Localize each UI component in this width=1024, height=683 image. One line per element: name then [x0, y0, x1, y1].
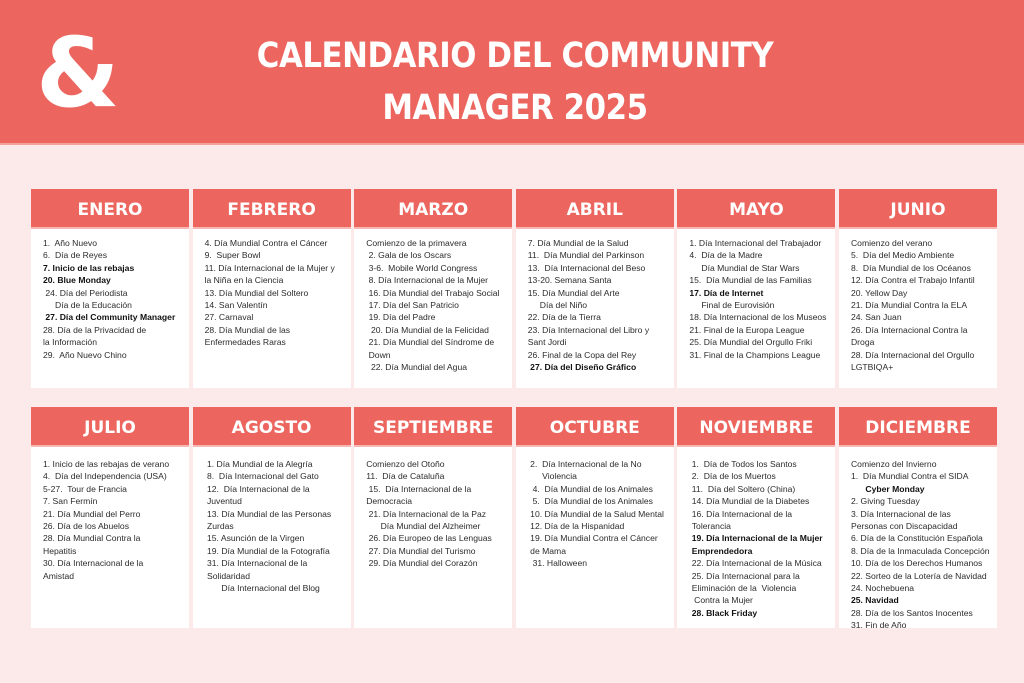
event-item: 6. Día de la Constitución Española [850, 533, 983, 544]
month-header: MARZO [354, 189, 512, 229]
event-item: de Mama [527, 545, 566, 556]
event-item: Tolerancia [689, 521, 731, 532]
month-card-enero [31, 189, 189, 388]
event-item: Personas con Discapacidad [850, 521, 958, 532]
event-item: 1. Día de Todos los Santos [689, 459, 797, 469]
month-header: DICIEMBRE [839, 407, 997, 447]
event-item: 12. Día Contra el Trabajo Infantil [850, 275, 975, 286]
calendar-row-1 [31, 189, 997, 388]
event-item: 26. Final de la Copa del Rey [527, 349, 637, 360]
event-item: 22. Día de la Tierra [527, 312, 601, 323]
event-item: 28. Día Mundial de las [204, 324, 291, 335]
event-item: 8. Día Internacional del Gato [204, 471, 319, 482]
event-item-highlighted: 20. Blue Monday [43, 275, 111, 286]
event-item: la Información [43, 337, 97, 348]
event-item: 11. Día de Cataluña [366, 471, 445, 482]
event-item-highlighted: Emprendedora [689, 545, 753, 556]
event-item: 16. Día Internacional de la [689, 508, 793, 519]
event-item: 1. Día Internacional del Trabajador [689, 238, 822, 248]
event-item-highlighted: 27. Día del Community Manager [43, 312, 176, 323]
month-card-septiembre [354, 407, 512, 628]
month-event-list [839, 229, 997, 388]
event-item: 7. Día Mundial de la Salud [527, 238, 629, 248]
event-item: 3. Día Internacional de las [850, 508, 951, 519]
event-item: Comienzo del Invierno [850, 459, 937, 469]
event-item: 9. Super Bowl [204, 250, 261, 261]
event-item: 29. Día Mundial del Corazón [366, 558, 478, 569]
event-item: Día Mundial de Star Wars [701, 262, 800, 273]
event-item: 22. Día Mundial del Agua [366, 362, 467, 373]
event-item: 15. Día Mundial del Arte [527, 287, 620, 298]
event-item: 25. Día Mundial del Orgullo Friki [689, 337, 813, 348]
event-item: 21. Día Mundial del Síndrome de [366, 337, 495, 348]
event-item: Eliminación de la Violencia [689, 583, 797, 594]
event-item: 27. Carnaval [204, 312, 254, 323]
event-item: Día Mundial del Alzheimer [378, 521, 481, 532]
event-item: 1. Inicio de las rebajas de verano [43, 459, 170, 469]
event-item: 2. Día Internacional de la No [527, 459, 642, 469]
event-item: 1. Día Mundial de la Alegría [204, 459, 313, 469]
event-item: Solidaridad [204, 570, 250, 581]
month-event-list [193, 229, 351, 388]
event-item: 7. San Fermín [43, 496, 98, 507]
event-item: 31. Fin de Año [850, 620, 907, 631]
month-card-julio [31, 407, 189, 628]
month-header: OCTUBRE [516, 407, 674, 447]
event-item: 11. Día del Soltero (China) [689, 483, 796, 494]
event-item: Día Internacional del Blog [216, 583, 320, 594]
month-header: AGOSTO [193, 407, 351, 447]
event-item: 24. Nochebuena [850, 583, 915, 594]
event-item: 21. Final de la Europa League [689, 324, 805, 335]
event-item: Comienzo de la primavera [366, 238, 467, 248]
month-header: ENERO [31, 189, 189, 229]
event-item: Violencia [539, 471, 577, 482]
event-item: 18. Día Internacional de los Museos [689, 312, 827, 323]
event-item: 8. Día de la Inmaculada Concepción [850, 545, 990, 556]
event-item: 13. Día Mundial del Soltero [204, 287, 309, 298]
event-item: Día de la Educación [55, 300, 132, 311]
event-item: 28. Día Internacional del Orgullo [850, 349, 975, 360]
month-event-list [31, 229, 189, 388]
event-item: Día del Niño [539, 300, 588, 311]
event-item: 19. Día Mundial Contra el Cáncer [527, 533, 658, 544]
month-header: JUNIO [839, 189, 997, 229]
event-item: 13. Día Internacional del Beso [527, 262, 646, 273]
month-header: SEPTIEMBRE [354, 407, 512, 447]
event-item: 4. Día Mundial Contra el Cáncer [204, 238, 328, 248]
event-item: Down [366, 349, 391, 360]
event-item-highlighted: 19. Día Internacional de la Mujer [689, 533, 823, 544]
event-item: 14. San Valentín [204, 300, 268, 311]
event-item: 21. Día Mundial del Perro [43, 508, 141, 519]
event-item: 21. Día Internacional de la Paz [366, 508, 487, 519]
event-item: 30. Día Internacional de la [43, 558, 144, 569]
event-item: 19. Día Mundial de la Fotografía [204, 545, 330, 556]
event-item: 23. Día Internacional del Libro y [527, 324, 650, 335]
event-item: 8. Día Internacional de la Mujer [366, 275, 489, 286]
event-item: la Niña en la Ciencia [204, 275, 284, 286]
month-event-list [839, 447, 997, 631]
event-item: 2. Día de los Muertos [689, 471, 776, 482]
event-item: 26. Día Europeo de las Lenguas [366, 533, 492, 544]
event-item-highlighted: Cyber Monday [862, 483, 925, 494]
month-card-mayo [677, 189, 835, 388]
event-item: Zurdas [204, 521, 234, 532]
event-item: 16. Día Mundial del Trabajo Social [366, 287, 500, 298]
event-item: 22. Día Internacional de la Música [689, 558, 822, 569]
event-item: 15. Día Mundial de las Familias [689, 275, 812, 286]
month-card-noviembre [677, 407, 835, 628]
month-card-diciembre [839, 407, 997, 631]
month-event-list [354, 229, 512, 388]
event-item: 5-27. Tour de Francia [43, 483, 127, 494]
event-item: 10. Día Mundial de la Salud Mental [527, 508, 664, 519]
month-event-list [516, 447, 674, 628]
event-item: 13-20. Semana Santa [527, 275, 612, 286]
event-item: 13. Día Mundial de las Personas [204, 508, 332, 519]
event-item: 14. Día Mundial de la Diabetes [689, 496, 810, 507]
event-item: 1. Año Nuevo [43, 238, 97, 248]
month-event-list [31, 447, 189, 628]
event-item: LGTBIQA+ [850, 362, 894, 373]
event-item: 15. Asunción de la Virgen [204, 533, 305, 544]
event-item: 21. Día Mundial Contra la ELA [850, 300, 968, 311]
event-item: 4. Día del Independencia (USA) [43, 471, 167, 482]
month-card-junio [839, 189, 997, 388]
event-item: 5. Día del Medio Ambiente [850, 250, 955, 261]
event-item: 28. Día de la Privacidad de [43, 324, 147, 335]
event-item: Droga [850, 337, 875, 348]
event-item: 31. Final de la Champions League [689, 349, 821, 360]
event-item: 12. Día de la Hispanidad [527, 521, 625, 532]
event-item: 26. Día de los Abuelos [43, 521, 129, 532]
event-item: 2. Giving Tuesday [850, 496, 920, 507]
event-item: Juventud [204, 496, 242, 507]
event-item: 29. Año Nuevo Chino [43, 349, 127, 360]
event-item-highlighted: 27. Día del Diseño Gráfico [527, 362, 637, 373]
event-item: Sant Jordi [527, 337, 567, 348]
event-item: 17. Día del San Patricio [366, 300, 459, 311]
event-item: Democracia [366, 496, 413, 507]
month-event-list [193, 447, 351, 628]
month-event-list [516, 229, 674, 388]
month-event-list [677, 447, 835, 628]
event-item: Comienzo del Otoño [366, 459, 445, 469]
event-item: 24. Día del Periodista [43, 287, 128, 298]
event-item: Enfermedades Raras [204, 337, 286, 348]
month-card-marzo [354, 189, 512, 388]
event-item: 6. Día de Reyes [43, 250, 108, 261]
event-item: Amistad [43, 570, 75, 581]
month-event-list [354, 447, 512, 628]
event-item: 5. Día Mundial de los Animales [527, 496, 653, 507]
event-item-highlighted: 25. Navidad [850, 595, 899, 606]
event-item: 24. San Juan [850, 312, 902, 323]
event-item: Hepatitis [43, 545, 77, 556]
event-item: 28. Día de los Santos Inocentes [850, 607, 973, 618]
month-header: FEBRERO [193, 189, 351, 229]
month-card-agosto [193, 407, 351, 628]
event-item: 25. Día Internacional para la [689, 570, 800, 581]
event-item: Contra la Mujer [689, 595, 753, 606]
month-header: MAYO [677, 189, 835, 229]
page-title: CALENDARIO DEL COMMUNITY MANAGER 2025 [256, 36, 774, 128]
event-item: 12. Día Internacional de la [204, 483, 310, 494]
event-item: 22. Sorteo de la Lotería de Navidad [850, 570, 987, 581]
event-item: Comienzo del verano [850, 238, 933, 248]
event-item: 2. Gala de los Oscars [366, 250, 452, 261]
event-item: 31. Día Internacional de la [204, 558, 308, 569]
event-item: 20. Yellow Day [850, 287, 908, 298]
event-item: 11. Día Internacional de la Mujer y [204, 262, 335, 273]
event-item: 20. Día Mundial de la Felicidad [366, 324, 489, 335]
event-item: 4. Día Mundial de los Animales [527, 483, 653, 494]
event-item: 10. Día de los Derechos Humanos [850, 558, 983, 569]
event-item-highlighted: 28. Black Friday [689, 607, 758, 618]
event-item: Final de Eurovisión [701, 300, 775, 311]
month-header: JULIO [31, 407, 189, 447]
month-header: NOVIEMBRE [677, 407, 835, 447]
event-item: 19. Día del Padre [366, 312, 436, 323]
event-item: 11. Día Mundial del Parkinson [527, 250, 645, 261]
calendar-row-2 [31, 407, 997, 631]
event-item: 28. Día Mundial Contra la [43, 533, 141, 544]
event-item: 4. Día de la Madre [689, 250, 763, 261]
event-item: 26. Día Internacional Contra la [850, 324, 968, 335]
month-card-octubre [516, 407, 674, 628]
event-item-highlighted: 7. Inicio de las rebajas [43, 262, 135, 273]
ampersand-logo-icon: & [36, 17, 120, 129]
event-item: 3-6. Mobile World Congress [366, 262, 478, 273]
month-event-list [677, 229, 835, 388]
month-header: ABRIL [516, 189, 674, 229]
event-item: 15. Día Internacional de la [366, 483, 472, 494]
event-item: 27. Día Mundial del Turismo [366, 545, 476, 556]
event-item-highlighted: 17. Día de Internet [689, 287, 764, 298]
event-item: 1. Día Mundial Contra el SIDA [850, 471, 969, 482]
event-item: 8. Día Mundial de los Océanos [850, 262, 971, 273]
header-banner [0, 0, 1024, 145]
event-item: 31. Halloween [527, 558, 588, 569]
month-card-abril [516, 189, 674, 388]
month-card-febrero [193, 189, 351, 388]
